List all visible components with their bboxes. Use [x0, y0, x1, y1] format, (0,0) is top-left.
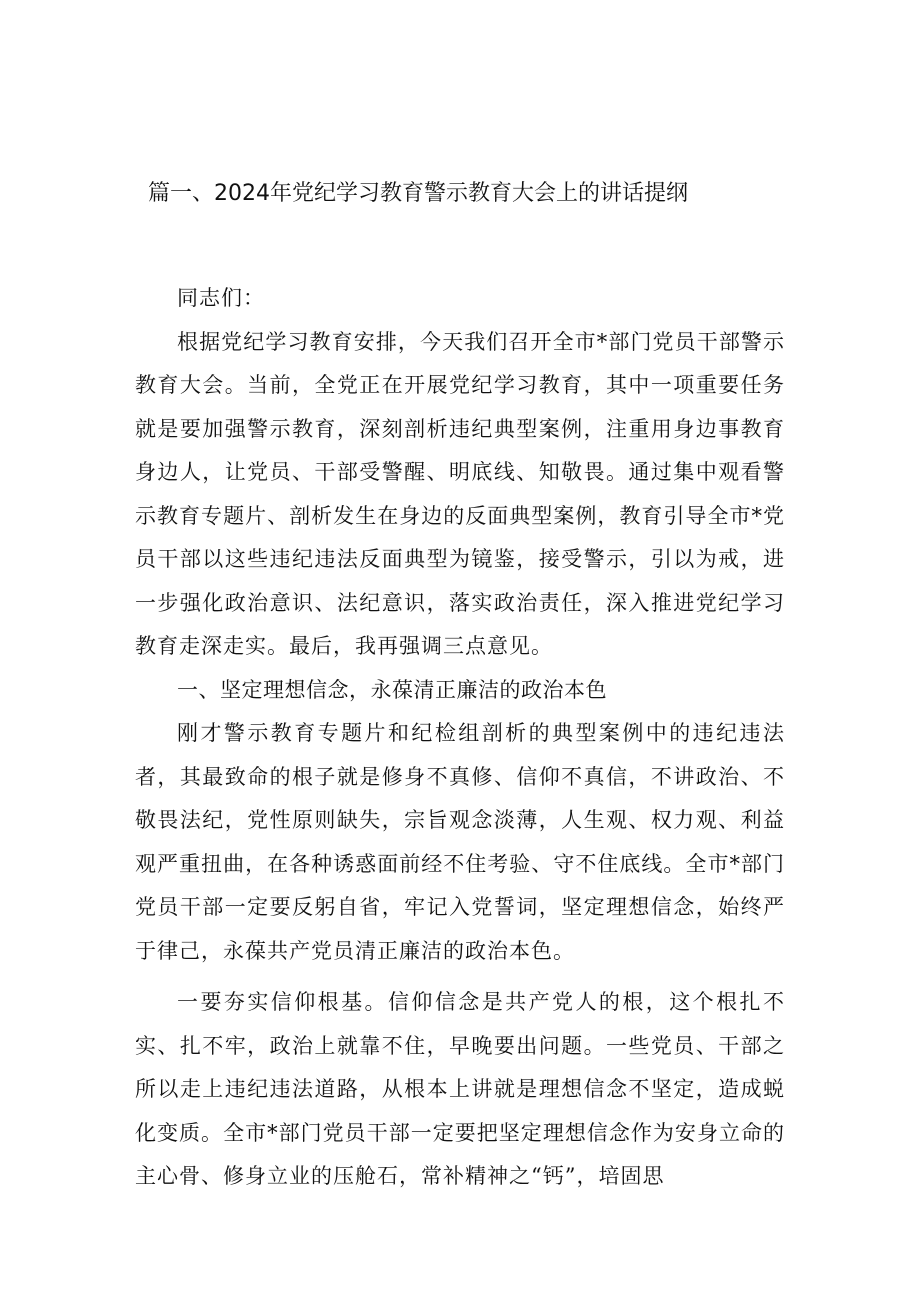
document-body [135, 277, 785, 1199]
paragraph-spacer [135, 973, 785, 981]
salutation: 同志们： [177, 286, 265, 310]
intro-paragraph: 根据党纪学习教育安排，今天我们召开全市*部门党员干部警示教育大会。当前，全党正在开展党纪学习教育，其中一项重要任务就是要加强警示教育，深刻剖析违纪典型案例，注重用身边事教育身边人，让党员、干部受警醒、明底线、知敬畏。通过集中观看警示教育专题片、剖析发生在身边的反面典型案例，教育引导全市*党员干部以这些违纪违法反面典型为镜鉴，接受警示，引以为戒，进一步强化政治意识、法纪意识，落实政治责任，深入推进党纪学习教育走深走实。最后，我再强调三点意见。 [135, 329, 785, 658]
document-title: 篇一、2024年党纪学习教育警示教育大会上的讲话提纲 [148, 181, 688, 206]
section-paragraph: 一要夯实信仰根基。信仰信念是共产党人的根，这个根扎不实、扎不牢，政治上就靠不住，早晚要出问题。一些党员、干部之所以走上违纪违法道路，从根本上讲就是理想信念不坚定，造成蜕化变质。全市*部门党员干部一定要把坚定理想信念作为安身立命的主心骨、修身立业的压舱石，常补精神之“钙”，培固思 [135, 990, 785, 1188]
section-paragraph: 刚才警示教育专题片和纪检组剖析的典型案例中的违纪违法者，其最致命的根子就是修身不真修、信仰不真信，不讲政治、不敬畏法纪，党性原则缺失，宗旨观念淡薄，人生观、权力观、利益观严重扭曲，在各种诱惑面前经不住考验、守不住底线。全市*部门党员干部一定要反躬自省，牢记入党誓词，坚定理想信念，始终严于律己，永葆共产党员清正廉洁的政治本色。 [135, 721, 785, 963]
section-heading: 一、坚定理想信念，永葆清正廉洁的政治本色 [177, 677, 607, 702]
